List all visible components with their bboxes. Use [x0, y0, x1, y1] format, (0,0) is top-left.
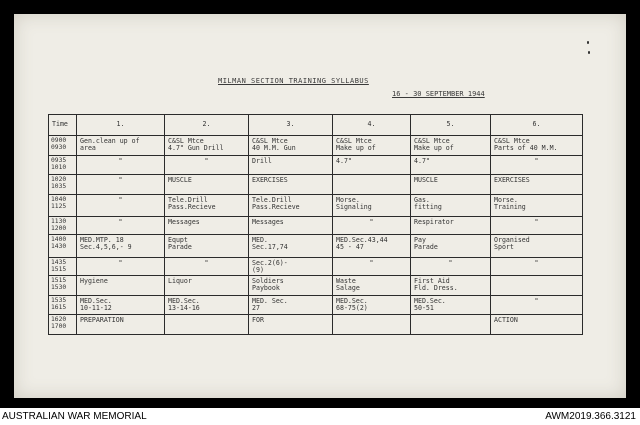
table-row — [49, 156, 583, 175]
schedule-cell: " — [491, 217, 583, 235]
schedule-cell: C&SL Mtce 4.7" Gun Drill — [165, 136, 249, 156]
ink-mark — [587, 41, 589, 44]
schedule-cell: " — [333, 258, 411, 276]
document-title: MILMAN SECTION TRAINING SYLLABUS — [218, 77, 369, 85]
source-credit: AUSTRALIAN WAR MEMORIAL — [2, 411, 147, 422]
schedule-cell: Waste Salage — [333, 276, 411, 296]
schedule-cell: " — [77, 258, 165, 276]
time-cell: 0935 1010 — [49, 156, 77, 175]
schedule-cell: Tele.Drill Pass.Recieve — [165, 195, 249, 217]
schedule-cell: " — [491, 296, 583, 315]
column-header: 4. — [333, 115, 411, 136]
schedule-cell: C&SL Mtce Make up of — [411, 136, 491, 156]
time-cell: 1400 1430 — [49, 235, 77, 258]
schedule-cell: MED.Sec. 68-75(2) — [333, 296, 411, 315]
schedule-cell — [333, 315, 411, 335]
schedule-cell: MED. Sec. 27 — [249, 296, 333, 315]
schedule-cell: C&SL Mtce 40 M.M. Gun — [249, 136, 333, 156]
schedule-cell — [165, 315, 249, 335]
date-range: 16 - 30 SEPTEMBER 1944 — [392, 90, 485, 98]
schedule-cell: " — [411, 258, 491, 276]
schedule-cell: MED.Sec. 13-14-16 — [165, 296, 249, 315]
schedule-cell: Pay Parade — [411, 235, 491, 258]
schedule-cell: " — [333, 217, 411, 235]
accession-number: AWM2019.366.3121 — [545, 411, 636, 422]
schedule-cell: MED.Sec. 50-51 — [411, 296, 491, 315]
column-header: Time — [49, 115, 77, 136]
schedule-cell: " — [491, 258, 583, 276]
schedule-cell: 4.7" — [411, 156, 491, 175]
schedule-cell: Morse. Signaling — [333, 195, 411, 217]
schedule-cell: Messages — [249, 217, 333, 235]
header-row — [49, 115, 583, 136]
schedule-cell: " — [491, 156, 583, 175]
syllabus-table — [48, 114, 583, 335]
schedule-cell: " — [77, 217, 165, 235]
time-cell: 1040 1125 — [49, 195, 77, 217]
schedule-cell: Liquor — [165, 276, 249, 296]
schedule-cell: Tele.Drill Pass.Recieve — [249, 195, 333, 217]
schedule-cell: MED.MTP. 18 Sec.4,5,6,- 9 — [77, 235, 165, 258]
time-cell: 0900 0930 — [49, 136, 77, 156]
schedule-cell: " — [77, 195, 165, 217]
schedule-cell: Drill — [249, 156, 333, 175]
column-header: 2. — [165, 115, 249, 136]
table-row — [49, 276, 583, 296]
table-row — [49, 235, 583, 258]
time-cell: 1020 1035 — [49, 175, 77, 195]
table-row — [49, 217, 583, 235]
schedule-cell: " — [77, 175, 165, 195]
schedule-cell: " — [77, 156, 165, 175]
schedule-cell — [491, 276, 583, 296]
schedule-cell: PREPARATION — [77, 315, 165, 335]
schedule-cell: Equpt Parade — [165, 235, 249, 258]
ink-mark — [588, 51, 590, 54]
schedule-cell: " — [165, 258, 249, 276]
schedule-cell: Messages — [165, 217, 249, 235]
schedule-cell: EXERCISES — [491, 175, 583, 195]
schedule-cell: First Aid Fld. Dress. — [411, 276, 491, 296]
table-row — [49, 258, 583, 276]
schedule-cell: Organised Sport — [491, 235, 583, 258]
schedule-cell: C&SL Mtce Parts of 40 M.M. — [491, 136, 583, 156]
schedule-cell: Gen.clean up of area — [77, 136, 165, 156]
schedule-cell: Sec.2(6)- (9) — [249, 258, 333, 276]
schedule-cell: Hygiene — [77, 276, 165, 296]
table-row — [49, 296, 583, 315]
time-cell: 1130 1200 — [49, 217, 77, 235]
time-cell: 1435 1515 — [49, 258, 77, 276]
schedule-cell: 4.7" — [333, 156, 411, 175]
column-header: 3. — [249, 115, 333, 136]
schedule-cell: C&SL Mtce Make up of — [333, 136, 411, 156]
time-cell: 1535 1615 — [49, 296, 77, 315]
column-header: 6. — [491, 115, 583, 136]
time-cell: 1515 1530 — [49, 276, 77, 296]
table-row — [49, 136, 583, 156]
schedule-cell: MED.Sec.43,44 45 - 47 — [333, 235, 411, 258]
schedule-cell: MED. Sec.17,74 — [249, 235, 333, 258]
schedule-cell: FOR — [249, 315, 333, 335]
schedule-cell: Morse. Training — [491, 195, 583, 217]
table-row — [49, 315, 583, 335]
schedule-cell: " — [165, 156, 249, 175]
schedule-cell — [411, 315, 491, 335]
schedule-cell: EXERCISES — [249, 175, 333, 195]
schedule-cell: ACTION — [491, 315, 583, 335]
schedule-cell: MUSCLE — [411, 175, 491, 195]
schedule-cell: Respirator — [411, 217, 491, 235]
schedule-cell: Soldiers Paybook — [249, 276, 333, 296]
schedule-cell: Gas. fitting — [411, 195, 491, 217]
table-row — [49, 195, 583, 217]
column-header: 1. — [77, 115, 165, 136]
time-cell: 1620 1700 — [49, 315, 77, 335]
schedule-cell — [333, 175, 411, 195]
footer-bar — [0, 408, 640, 425]
table-row — [49, 175, 583, 195]
schedule-cell: MUSCLE — [165, 175, 249, 195]
column-header: 5. — [411, 115, 491, 136]
schedule-cell: MED.Sec. 10-11-12 — [77, 296, 165, 315]
